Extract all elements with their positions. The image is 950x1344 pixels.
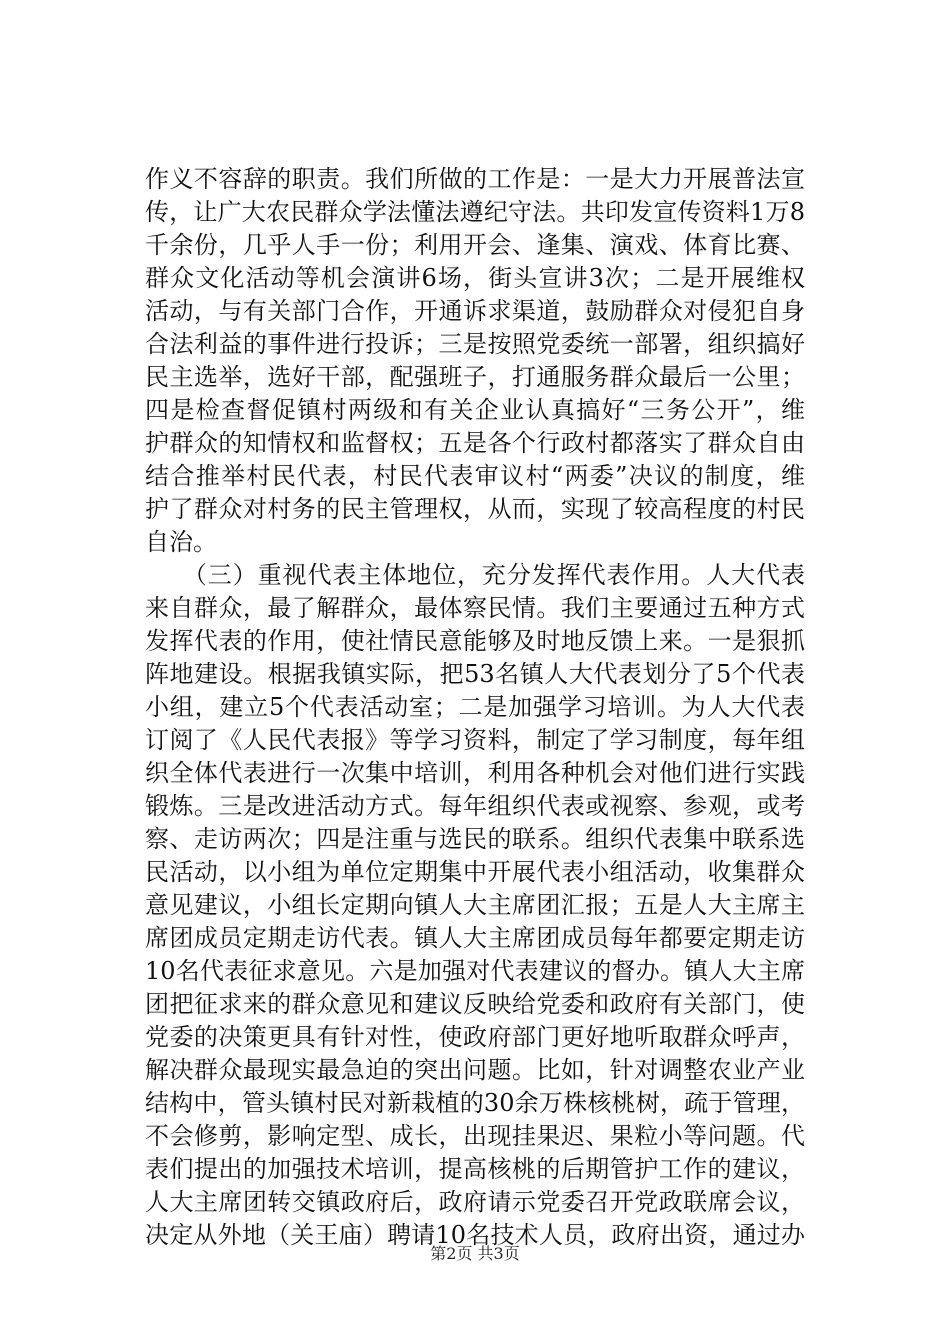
text-line: 活动，与有关部门合作，开通诉求渠道，鼓励群众对侵犯自身 [145,297,805,325]
text-line: 千余份，几乎人手一份；利用开会、逢集、演戏、体育比赛、 [145,231,805,259]
text-line: 团把征求来的群众意见和建议反映给党委和政府有关部门，使 [145,990,805,1018]
text-line: 小组，建立5个代表活动室；二是加强学习培训。为人大代表 [145,693,805,721]
text-line: 传，让广大农民群众学法懂法遵纪守法。共印发宣传资料1万8 [145,198,805,226]
text-line: 不会修剪，影响定型、成长，出现挂果迟、果粒小等问题。代 [145,1122,805,1150]
text-line: 结构中，管头镇村民对新栽植的30余万株核桃树，疏于管理， [145,1089,805,1117]
text-line: 人大主席团转交镇政府后，政府请示党委召开党政联席会议， [145,1188,805,1216]
text-line: 解决群众最现实最急迫的突出问题。比如，针对调整农业产业 [145,1056,805,1084]
page-footer: 第2页 共3页 [430,1244,520,1263]
text-line: 锻炼。三是改进活动方式。每年组织代表或视察、参观，或考 [145,792,805,820]
text-line: 决定从外地（关王庙）聘请10名技术人员，政府出资，通过办 [145,1221,805,1249]
text-line: 自治。 [145,528,217,556]
text-line: 表们提出的加强技术培训，提高核桃的后期管护工作的建议， [145,1155,805,1183]
text-line: 民主选举，选好干部，配强班子，打通服务群众最后一公里； [145,363,805,391]
text-line: （三）重视代表主体地位，充分发挥代表作用。人大代表 [145,561,805,589]
text-line: 意见建议，小组长定期向镇人大主席团汇报；五是人大主席主 [145,891,805,919]
text-line: 护了群众对村务的民主管理权，从而，实现了较高程度的村民 [145,495,805,523]
text-line: 阵地建设。根据我镇实际，把53名镇人大代表划分了5个代表 [145,660,805,688]
text-line: 作义不容辞的职责。我们所做的工作是：一是大力开展普法宣 [145,165,805,193]
text-line: 群众文化活动等机会演讲6场，街头宣讲3次；二是开展维权 [145,264,805,292]
text-line: 织全体代表进行一次集中培训，利用各种机会对他们进行实践 [145,759,805,787]
text-line: 合法利益的事件进行投诉；三是按照党委统一部署，组织搞好 [145,330,805,358]
text-line: 来自群众，最了解群众，最体察民情。我们主要通过五种方式 [145,594,805,622]
text-line: 发挥代表的作用，使社情民意能够及时地反馈上来。一是狠抓 [145,627,805,655]
text-line: 察、走访两次；四是注重与选民的联系。组织代表集中联系选 [145,825,805,853]
text-line: 10名代表征求意见。六是加强对代表建议的督办。镇人大主席 [145,957,805,985]
text-line: 四是检查督促镇村两级和有关企业认真搞好“三务公开”，维 [145,396,805,424]
text-line: 民活动，以小组为单位定期集中开展代表小组活动，收集群众 [145,858,805,886]
body-text [145,163,805,1252]
text-line: 订阅了《人民代表报》等学习资料，制定了学习制度，每年组 [145,726,805,754]
text-line: 席团成员定期走访代表。镇人大主席团成员每年都要定期走访 [145,924,805,952]
text-line: 结合推举村民代表，村民代表审议村“两委”决议的制度，维 [145,462,805,490]
text-line: 护群众的知情权和监督权；五是各个行政村都落实了群众自由 [145,429,805,457]
text-line: 党委的决策更具有针对性，使政府部门更好地听取群众呼声， [145,1023,805,1051]
